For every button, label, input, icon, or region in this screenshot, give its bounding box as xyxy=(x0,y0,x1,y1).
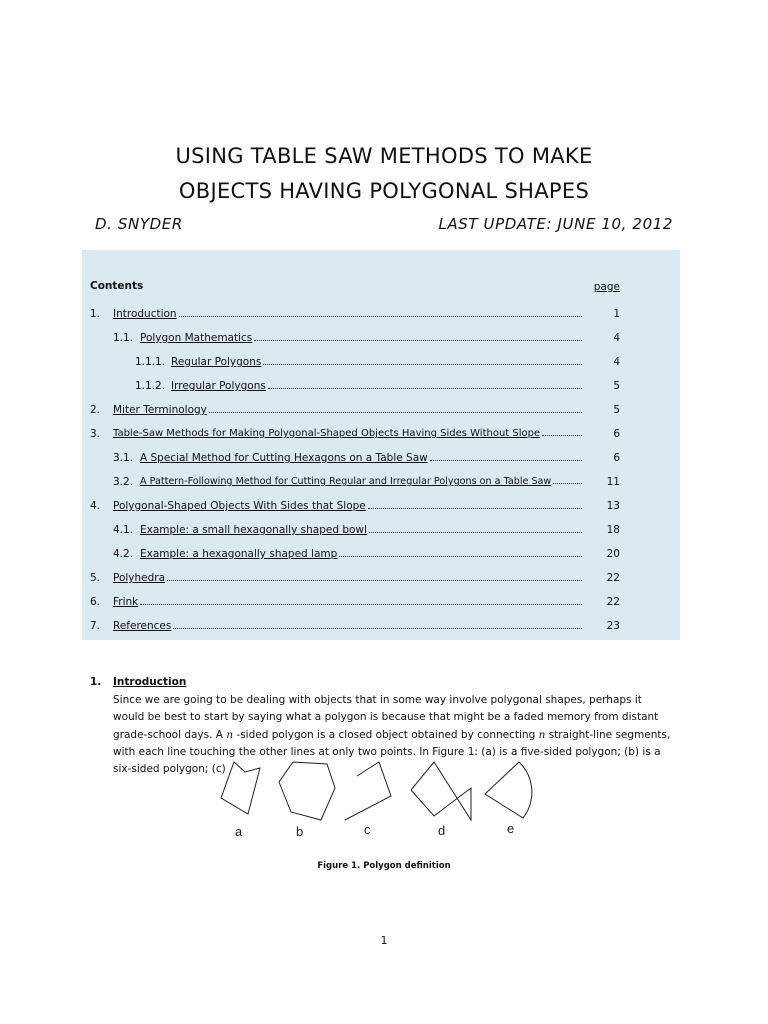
toc-link-hexagonal-lamp[interactable]: Example: a hexagonally shaped lamp xyxy=(140,548,338,560)
toc-link-regular-polygons[interactable]: Regular Polygons xyxy=(171,356,262,368)
toc-entry[interactable]: 2. Miter Terminology 5 xyxy=(90,404,620,416)
toc-link-polygon-mathematics[interactable]: Polygon Mathematics xyxy=(140,332,253,344)
toc-link-miter-terminology[interactable]: Miter Terminology xyxy=(113,404,207,416)
toc-entry[interactable]: 3. Table-Saw Methods for Making Polygonal-Shaped Objects Having Sides Without Slope 6 xyxy=(90,428,620,440)
toc-link-polyhedra[interactable]: Polyhedra xyxy=(113,572,166,584)
byline xyxy=(95,215,673,233)
toc-heading: Contents xyxy=(90,280,144,292)
last-update: LAST UPDATE: JUNE 10, 2012 xyxy=(438,215,673,233)
toc-link-pattern-following-method[interactable]: A Pattern-Following Method for Cutting Regular and Irregular Polygons on a Table Saw xyxy=(140,476,552,487)
toc-link-hexagonal-bowl[interactable]: Example: a small hexagonally shaped bowl xyxy=(140,524,367,536)
section-title: Introduction xyxy=(113,676,187,688)
figure-label-a: a xyxy=(235,824,243,839)
figure-label-c: c xyxy=(364,822,371,837)
toc-entry[interactable]: 4. Polygonal-Shaped Objects With Sides that Slope 13 xyxy=(90,500,620,512)
toc-link-table-saw-methods[interactable]: Table-Saw Methods for Making Polygonal-Shaped Objects Having Sides Without Slope xyxy=(113,428,541,439)
polygon-a xyxy=(221,762,260,814)
figure-caption: Figure 1. Polygon definition xyxy=(317,861,451,871)
document-title-line-2: OBJECTS HAVING POLYGONAL SHAPES xyxy=(178,179,590,203)
toc-link-frink[interactable]: Frink xyxy=(113,596,139,608)
toc-entry[interactable]: 5. Polyhedra 22 xyxy=(90,572,620,584)
polygon-figure xyxy=(215,760,545,840)
polyline-c xyxy=(345,762,391,820)
toc-entry[interactable]: 1. Introduction 1 xyxy=(90,308,620,320)
toc-entry[interactable]: 7. References 23 xyxy=(90,620,620,632)
toc-entry[interactable]: 1.1. Polygon Mathematics 4 xyxy=(113,332,620,344)
toc-page-heading: page xyxy=(593,281,620,293)
page-number: 1 xyxy=(380,934,388,947)
toc-entry[interactable]: 4.1. Example: a small hexagonally shaped bowl 18 xyxy=(113,524,620,536)
section-number: 1. xyxy=(90,676,102,688)
author: D. SNYDER xyxy=(95,215,183,233)
polygon-d xyxy=(411,762,471,820)
toc-link-sloped-sides[interactable]: Polygonal-Shaped Objects With Sides that Slope xyxy=(113,500,366,512)
intro-paragraph: Since we are going to be dealing with objects that in some way involve polygonal shapes, perhaps it would be best to start by saying what a polygon is because that might be a faded memory from distant grade-school days. A n -sided polygon is a closed object obtained by connecting n straight-line segments, with each line touching the other lines at only two points. In Figure 1: (a) is a five-sided polygon; (b) is a six-sided polygon; (c) xyxy=(113,694,671,776)
figure-label-b: b xyxy=(296,824,304,839)
figure-label-d: d xyxy=(438,823,446,838)
polygon-e xyxy=(485,762,532,818)
table-of-contents xyxy=(82,250,680,640)
toc-link-references[interactable]: References xyxy=(113,620,172,632)
figure-label-e: e xyxy=(507,821,515,836)
toc-link-irregular-polygons[interactable]: Irregular Polygons xyxy=(171,380,266,392)
toc-entry[interactable]: 3.1. A Special Method for Cutting Hexagons on a Table Saw 6 xyxy=(113,452,620,464)
toc-entry[interactable]: 3.2. A Pattern-Following Method for Cutting Regular and Irregular Polygons on a Table Saw 11 xyxy=(113,476,620,488)
toc-entry[interactable]: 1.1.2. Irregular Polygons 5 xyxy=(135,380,620,392)
toc-entry[interactable]: 6. Frink 22 xyxy=(90,596,620,608)
document-title-line-1: USING TABLE SAW METHODS TO MAKE xyxy=(175,144,593,168)
toc-entry[interactable]: 1.1.1. Regular Polygons 4 xyxy=(135,356,620,368)
toc-entry[interactable]: 4.2. Example: a hexagonally shaped lamp 20 xyxy=(113,548,620,560)
toc-link-introduction[interactable]: Introduction xyxy=(113,308,177,320)
toc-link-hexagon-method[interactable]: A Special Method for Cutting Hexagons on a Table Saw xyxy=(140,452,428,464)
polygon-b xyxy=(279,762,335,820)
